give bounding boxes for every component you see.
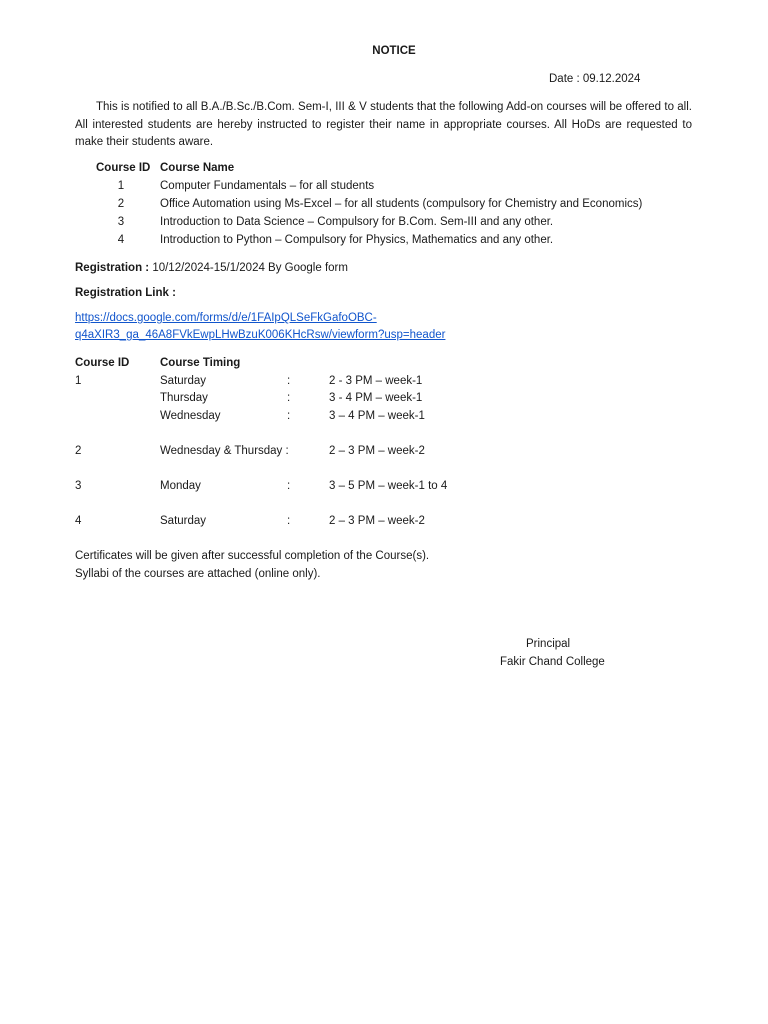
timing-row-time: 3 - 4 PM – week-1 — [329, 392, 423, 404]
registration-link-line1[interactable]: https://docs.google.com/forms/d/e/1FAIpQLSeFkGafoOBC- — [75, 312, 377, 324]
course-id-header: Course ID — [96, 162, 151, 174]
notice-title: NOTICE — [372, 45, 416, 57]
certificates-note: Certificates will be given after successful completion of the Course(s). — [75, 550, 430, 562]
course-row-name: Office Automation using Ms-Excel – for all students (compulsory for Chemistry and Economics) — [160, 198, 643, 210]
timing-row-id: 4 — [75, 515, 82, 527]
intro-text: This is notified to all B.A./B.Sc./B.Com. Sem-I, III & V students that the following Add-on courses will be offered to all. All interested students are hereby instructed to register their name in appropriate courses. All HoDs are requested to make their students aware. — [75, 101, 692, 148]
timing-row-sep: : — [287, 375, 291, 387]
timing-row-day: Saturday — [160, 515, 207, 527]
registration-value: 10/12/2024-15/1/2024 By Google form — [149, 262, 348, 274]
syllabi-note: Syllabi of the courses are attached (online only). — [75, 568, 321, 580]
timing-row-id: 2 — [75, 445, 82, 457]
notice-date: Date : 09.12.2024 — [549, 73, 641, 85]
course-row-name: Computer Fundamentals – for all students — [160, 180, 375, 192]
timing-row-sep: : — [287, 392, 291, 404]
timing-row-day: Thursday — [160, 392, 208, 404]
timing-row-day: Wednesday & Thursday : — [160, 445, 289, 457]
timing-row-time: 3 – 5 PM – week-1 to 4 — [329, 480, 448, 492]
course-row-id: 3 — [117, 216, 125, 228]
course-row-id: 2 — [117, 198, 125, 210]
timing-row-sep: : — [287, 515, 291, 527]
timing-row-id: 3 — [75, 480, 82, 492]
signature-title: Principal — [526, 638, 571, 650]
registration-link-label: Registration Link : — [75, 287, 176, 299]
signature-org: Fakir Chand College — [500, 656, 605, 668]
course-row-name: Introduction to Data Science – Compulsory for B.Com. Sem-III and any other. — [160, 216, 554, 228]
timing-id-header: Course ID — [75, 357, 130, 369]
intro-paragraph — [75, 99, 692, 152]
timing-row-day: Saturday — [160, 375, 207, 387]
registration-label: Registration : — [75, 262, 150, 274]
timing-row-id: 1 — [75, 375, 82, 387]
course-name-header: Course Name — [160, 162, 235, 174]
course-row-id: 4 — [117, 234, 125, 246]
registration-link-line2[interactable]: q4aXIR3_ga_46A8FVkEwpLHwBzuK006KHcRsw/viewform?usp=header — [75, 329, 446, 341]
timing-row-time: 2 - 3 PM – week-1 — [329, 375, 423, 387]
timing-row-time: 2 – 3 PM – week-2 — [329, 515, 425, 527]
timing-row-sep: : — [287, 480, 291, 492]
timing-row-time: 3 – 4 PM – week-1 — [329, 410, 425, 422]
timing-row-sep: : — [287, 410, 291, 422]
course-row-name: Introduction to Python – Compulsory for Physics, Mathematics and any other. — [160, 234, 554, 246]
course-row-id: 1 — [117, 180, 125, 192]
registration-line — [75, 261, 348, 275]
timing-row-day: Monday — [160, 480, 201, 492]
timing-row-day: Wednesday — [160, 410, 221, 422]
timing-header: Course Timing — [160, 357, 241, 369]
timing-row-time: 2 – 3 PM – week-2 — [329, 445, 425, 457]
